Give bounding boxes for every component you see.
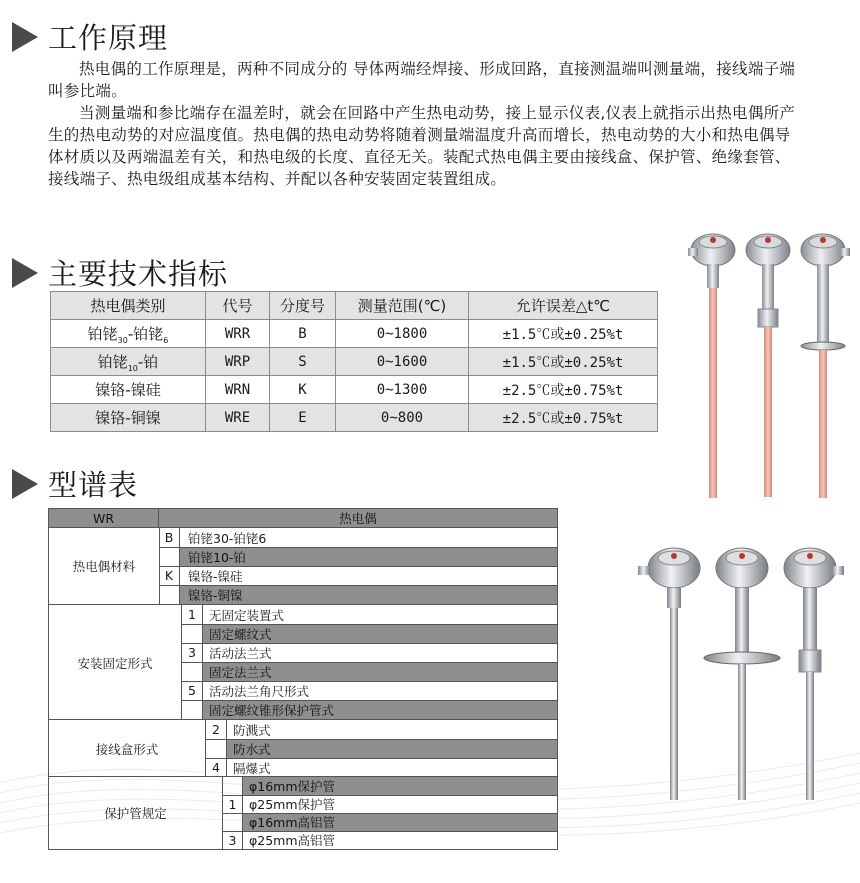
spec-table	[50, 291, 658, 432]
principle-text	[48, 58, 798, 190]
column-header: 代号	[206, 292, 270, 320]
table-row	[51, 404, 658, 432]
triangle-bullet-icon	[12, 258, 38, 288]
code-cell: WRR	[206, 320, 270, 348]
column-header: 热电偶类别	[51, 292, 206, 320]
triangle-bullet-icon	[12, 469, 38, 499]
type-cell: 镍铬-铜镍	[51, 404, 206, 432]
thermocouple-1	[688, 234, 735, 498]
model-option: 铂铑10-铂	[179, 547, 557, 566]
model-option: 防溅式	[226, 720, 557, 739]
group-label-box: 接线盒形式	[95, 741, 159, 757]
section-title: 型谱表	[48, 468, 139, 502]
code-cell: K	[160, 566, 178, 585]
model-option: 固定螺纹式	[202, 624, 557, 643]
thermocouple-4	[638, 548, 700, 800]
type-cell: 镍铬-镍硅	[51, 376, 206, 404]
column-header: 允许误差△t℃	[469, 292, 658, 320]
section-principle-heading	[12, 16, 168, 57]
thermocouple-6	[784, 548, 844, 800]
type-cell: 铂铑$_{10}$-铂	[51, 348, 206, 376]
code-cell: B	[160, 528, 178, 547]
code-cell: 1	[182, 605, 202, 624]
model-option: φ16mm保护管	[242, 777, 557, 795]
code-cell: WRE	[206, 404, 270, 432]
model-option: 无固定装置式	[202, 605, 557, 624]
triangle-bullet-icon	[12, 22, 38, 52]
model-option: 铂铑30-铂铑6	[179, 528, 557, 547]
code-cell: 3	[223, 831, 242, 849]
group-label-material: 热电偶材料	[72, 559, 136, 574]
code-cell: WRP	[206, 348, 270, 376]
grad-cell: E	[270, 404, 336, 432]
range-cell: 0~1800	[336, 320, 469, 348]
paragraph: 热电偶的工作原理是，两种不同成分的 导体两端经焊接、形成回路，直接测温端叫测量端，接线端子端叫参比端。	[48, 60, 796, 100]
range-cell: 0~1600	[336, 348, 469, 376]
section-title: 工作原理	[48, 21, 169, 55]
model-spectrum-table	[48, 508, 558, 850]
section-title: 主要技术指标	[48, 257, 229, 291]
code-cell: 2	[206, 720, 226, 739]
code-cell: 3	[182, 643, 202, 662]
error-cell: ±1.5℃或±0.25%t	[469, 320, 658, 348]
thermocouple-5	[704, 548, 780, 800]
range-cell: 0~1300	[336, 376, 469, 404]
type-cell: 铂铑$_{30}$-铂铑$_6$	[51, 320, 206, 348]
model-option: 隔爆式	[226, 758, 557, 777]
error-cell: ±1.5℃或±0.25%t	[469, 348, 658, 376]
table-row	[51, 348, 658, 376]
grad-cell: B	[270, 320, 336, 348]
section-specs-heading	[12, 252, 228, 293]
column-header: 分度号	[270, 292, 336, 320]
thermocouple-ceramic-tube-image	[680, 228, 855, 498]
code-cell: 5	[182, 681, 202, 700]
model-option: 镍铬-铜镍	[179, 585, 557, 604]
error-cell: ±2.5℃或±0.75%t	[469, 376, 658, 404]
model-option: 固定法兰式	[202, 662, 557, 681]
paragraph: 当测量端和参比端存在温差时，就会在回路中产生热电动势，接上显示仪表,仪表上就指示出热电偶所产生的热电动势的对应温度值。热电偶的热电动势将随着测量端温度升高而增长，热电动势的大小和热电偶导体材质以及两端温差有关，和热电级的长度、直径无关。装配式热电偶主要由接线盒、保护管、绝缘套管、接线端子、热电级组成基本结构、并配以各种安装固定装置组成。	[48, 104, 796, 188]
model-header-right: 热电偶	[159, 509, 557, 528]
thermocouple-2	[746, 234, 790, 497]
model-header-left: WR	[49, 509, 159, 528]
table-header-row	[51, 292, 658, 320]
table-row	[51, 320, 658, 348]
code-cell: 4	[206, 758, 226, 777]
thermocouple-3	[801, 234, 850, 498]
code-cell: 1	[223, 795, 242, 813]
error-cell: ±2.5℃或±0.75%t	[469, 404, 658, 432]
section-model-heading	[12, 463, 138, 504]
model-option: 镍铬-镍硅	[179, 566, 557, 585]
model-option: 防水式	[226, 739, 557, 758]
grad-cell: K	[270, 376, 336, 404]
grad-cell: S	[270, 348, 336, 376]
thermocouple-steel-tube-image	[632, 540, 847, 802]
model-option: 活动法兰式	[202, 643, 557, 662]
group-label-mount: 安装固定形式	[77, 655, 153, 671]
range-cell: 0~800	[336, 404, 469, 432]
model-option: 活动法兰角尺形式	[202, 681, 557, 700]
model-option: φ16mm高铝管	[242, 813, 557, 831]
column-header: 测量范围(℃)	[336, 292, 469, 320]
model-option: 固定螺纹锥形保护管式	[202, 700, 557, 719]
model-option: φ25mm高铝管	[242, 831, 557, 849]
group-label-tube: 保护管规定	[104, 806, 167, 821]
code-cell: WRN	[206, 376, 270, 404]
model-option: φ25mm保护管	[242, 795, 557, 813]
table-row	[51, 376, 658, 404]
